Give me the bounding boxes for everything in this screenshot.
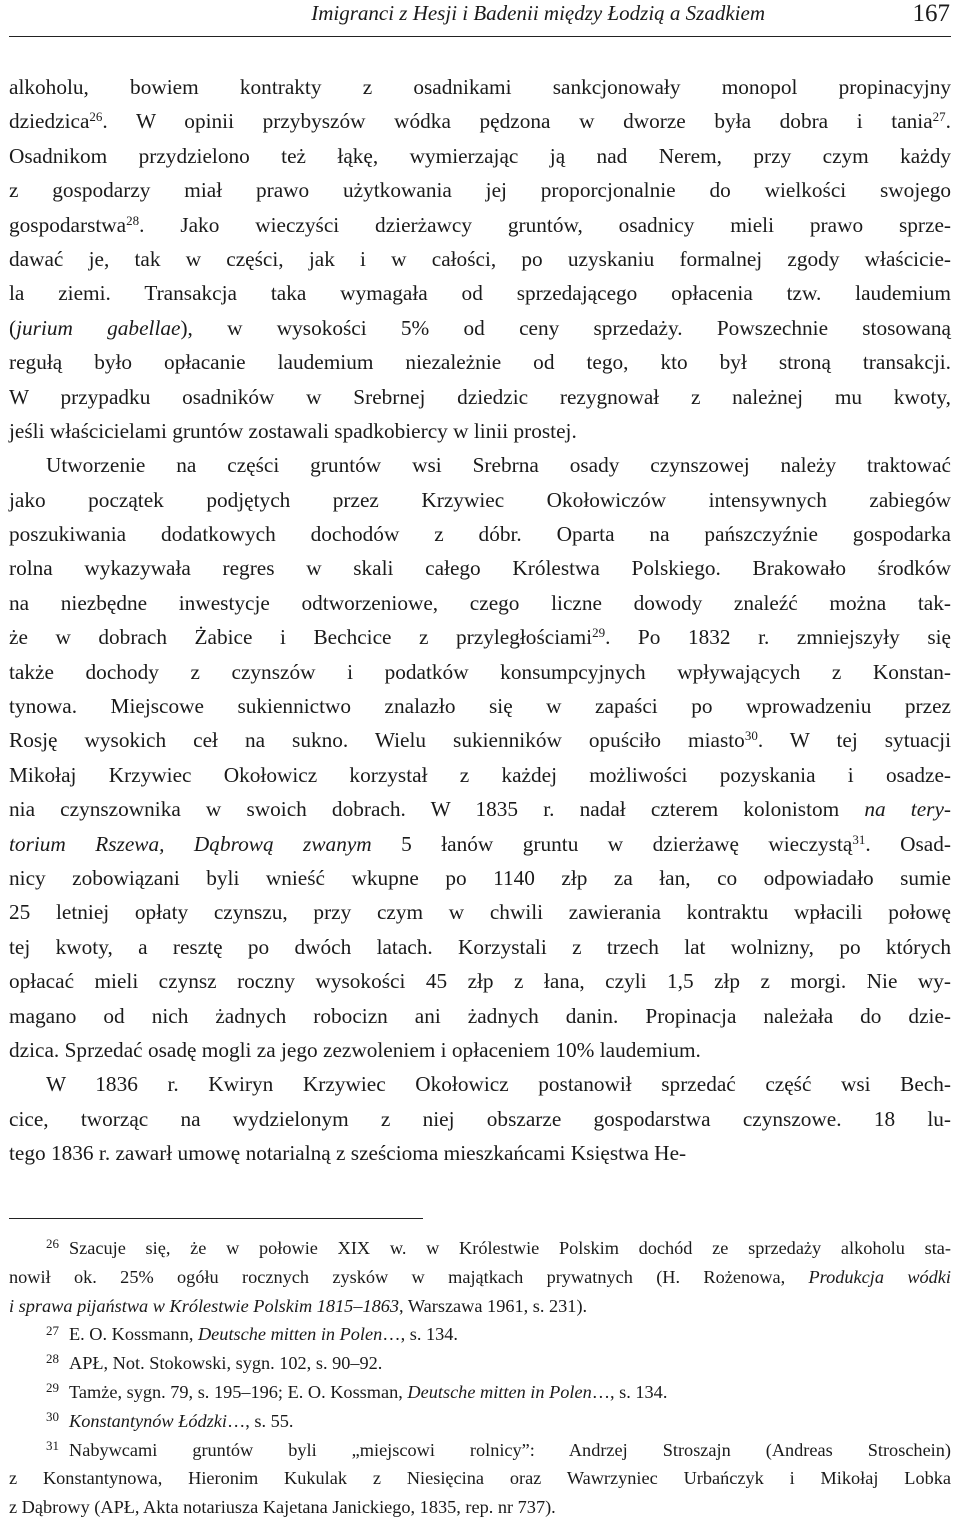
footnote-number: 31 bbox=[46, 1437, 59, 1453]
text-run: Mikołaj Krzywiec Okołowicz korzystał z każdej możliwości pozyskania i osadze- bbox=[9, 762, 951, 787]
text-line bbox=[9, 276, 951, 310]
text-run: z Konstantynowa, Hieronim Kukulak z Niesięcina oraz Wawrzyniec Urbańczyk i Mikołaj Lobka bbox=[9, 1468, 951, 1489]
footnote-number: 26 bbox=[46, 1236, 59, 1252]
footnote-ref: 27 bbox=[932, 109, 946, 125]
text-run: Szacuje się, że w połowie XIX w. w Królestwie Polskim dochód ze sprzedaży alkoholu sta- bbox=[69, 1238, 951, 1258]
text-line bbox=[9, 723, 951, 757]
text-run: Osadnikom przydzielono też łąkę, wymierzając ją nad Nerem, przy czym każdy bbox=[9, 143, 951, 168]
text-run: E. O. Kossmann, bbox=[69, 1324, 198, 1345]
text-run: że w dobrach Żabice i Bechcice z przyległościami bbox=[9, 625, 593, 650]
text-run: . W tej sytuacji bbox=[757, 728, 951, 753]
text-run: Produkcja wódki bbox=[808, 1266, 951, 1287]
footnote-ref: 26 bbox=[89, 109, 103, 125]
text-line bbox=[9, 414, 951, 448]
text-run: . bbox=[945, 109, 951, 134]
text-run: . Po 1832 r. zmniejszyły się bbox=[605, 625, 952, 650]
text-line bbox=[9, 758, 951, 792]
text-run: Tamże, sygn. 79, s. 195–196; E. O. Kossman, bbox=[69, 1381, 408, 1402]
text-run: także dochody z czynszów i podatków konsumpcyjnych wpływających z Konstan- bbox=[9, 659, 951, 684]
footnote-line bbox=[9, 1464, 951, 1493]
text-line bbox=[9, 964, 951, 998]
text-run: W przypadku osadników w Srebrnej dziedzic rezygnował z należnej mu kwoty, bbox=[9, 384, 951, 409]
text-run: …, s. 55. bbox=[226, 1410, 294, 1431]
footnote-ref: 28 bbox=[126, 212, 140, 228]
text-line bbox=[9, 930, 951, 964]
footnote-ref: 31 bbox=[852, 831, 866, 847]
footnote-line bbox=[9, 1378, 951, 1407]
text-line bbox=[9, 895, 951, 929]
text-run: 25 letniej opłaty czynszu, przy czym w chwili zawierania kontraktu wpłacili połowę bbox=[9, 900, 951, 925]
text-line bbox=[9, 655, 951, 689]
text-run: jeśli właścicielami gruntów zostawali spadkobiercy w linii prostej. bbox=[9, 418, 577, 443]
text-run: nicy zobowiązani byli wnieść wkupne po 1140 złp za łan, co odpowiadało sumie bbox=[9, 865, 951, 890]
footnote-ref: 29 bbox=[592, 625, 606, 641]
footnote-line bbox=[9, 1436, 951, 1465]
text-line bbox=[9, 70, 951, 104]
text-line bbox=[9, 586, 951, 620]
text-line bbox=[9, 311, 951, 345]
text-run: z Dąbrowy (APŁ, Akta notariusza Kajetana Janickiego, 1835, rep. nr 737). bbox=[9, 1497, 556, 1518]
text-line bbox=[9, 380, 951, 414]
footnote-line bbox=[9, 1349, 951, 1378]
text-run: alkoholu, bowiem kontrakty z osadnikami sankcjonowały monopol propinacyjny bbox=[9, 75, 951, 99]
footnote-line bbox=[9, 1292, 951, 1321]
footnote-rule bbox=[9, 1218, 423, 1219]
text-run: nowił ok. 25% ogółu rocznych zysków w majątkach prywatnych (H. Rożenowa, bbox=[9, 1266, 809, 1287]
text-line bbox=[9, 242, 951, 276]
text-run: ( bbox=[9, 315, 17, 340]
text-run: Utworzenie na części gruntów wsi Srebrna osady czynszowej należy traktować bbox=[46, 453, 951, 478]
page-number: 167 bbox=[912, 0, 950, 27]
text-line bbox=[9, 999, 951, 1033]
footnote-ref: 30 bbox=[744, 728, 758, 744]
text-run: Deutsche mitten in Polen bbox=[407, 1381, 592, 1402]
footnote-line bbox=[9, 1234, 951, 1263]
text-run: poszukiwania dodatkowych dochodów z dóbr. Oparta na pańszczyźnie gospodarka bbox=[9, 522, 951, 547]
text-line bbox=[9, 792, 951, 826]
text-line bbox=[9, 689, 951, 723]
text-run: …, s. 134. bbox=[591, 1381, 668, 1402]
text-run: i sprawa pijaństwa w Królestwie Polskim 1815–1863 bbox=[9, 1295, 400, 1316]
footnote-line bbox=[9, 1263, 951, 1292]
text-run: la ziemi. Transakcja taka wymagała od sprzedającego opłacenia tzw. laudemium bbox=[9, 281, 951, 306]
text-run: tej kwoty, a resztę po dwóch latach. Korzystali z trzech lat wolnizny, po których bbox=[9, 934, 951, 959]
text-run: tynowa. Miejscowe sukiennictwo znalazło się w zapaści po wprowadzeniu przez bbox=[9, 694, 951, 719]
text-run: . W opinii przybyszów wódka pędzona w dworze była dobra i tania bbox=[102, 109, 933, 134]
text-run: jurium gabellae bbox=[16, 315, 181, 340]
text-line bbox=[9, 1136, 951, 1170]
text-run: dawać je, tak w części, jak i w całości, po uzyskaniu formalnej zgody właściciе- bbox=[9, 246, 951, 271]
text-run: Konstantynów Łódzki bbox=[69, 1410, 227, 1431]
text-run: cice, tworząc na wydzielonym z niej obszarze gospodarstwa czynszowe. 18 lu- bbox=[9, 1106, 951, 1131]
text-run: opłacać mieli czynsz roczny wysokości 45 złp z łana, czyli 1,5 złp z morgi. Nie wy- bbox=[9, 969, 951, 994]
text-run: W 1836 r. Kwiryn Krzywiec Okołowicz postanowił sprzedać część wsi Bech- bbox=[46, 1072, 951, 1097]
main-text bbox=[9, 70, 951, 1171]
text-run: , Warszawa 1961, s. 231). bbox=[399, 1295, 588, 1316]
text-run: na niezbędne inwestycje odtworzeniowe, czego liczne dowody znaleźć można tak- bbox=[9, 590, 951, 615]
running-title: Imigranci z Hesji i Badenii między Łodzią a Szadkiem bbox=[311, 1, 765, 25]
text-line bbox=[9, 208, 951, 242]
text-line bbox=[9, 345, 951, 379]
page-header bbox=[0, 0, 960, 38]
text-line bbox=[9, 104, 951, 138]
text-run: jako początek podjętych przez Krzywiec Okołowiczów intensywnych zabiegów bbox=[9, 487, 951, 512]
footnote-line bbox=[9, 1407, 951, 1436]
footnote-number: 27 bbox=[46, 1322, 59, 1338]
text-run: tego 1836 r. zawarł umowę notarialną z sześcioma mieszkańcami Księstwa He- bbox=[9, 1141, 687, 1166]
text-run: regułą było opłacanie laudemium niezależnie od tego, kto był stroną transakcji. bbox=[9, 350, 951, 375]
footnote-number: 29 bbox=[46, 1380, 59, 1396]
text-run: ), w wysokości 5% od ceny sprzedaży. Powszechnie stosowaną bbox=[180, 315, 951, 340]
footnote-line bbox=[9, 1320, 951, 1349]
header-rule bbox=[9, 36, 951, 37]
text-run: rolna wykazywała regres w skali całego Królestwa Polskiego. Brakowało środków bbox=[9, 556, 951, 581]
footnote-number: 30 bbox=[46, 1408, 59, 1424]
text-line bbox=[9, 827, 951, 861]
text-line bbox=[9, 173, 951, 207]
footnote-line bbox=[9, 1493, 951, 1522]
text-line bbox=[9, 551, 951, 585]
text-run: dziedzica bbox=[9, 109, 90, 134]
text-line bbox=[9, 620, 951, 654]
text-run: 5 łanów gruntu w dzierżawę wieczystą bbox=[371, 831, 853, 856]
text-line bbox=[9, 861, 951, 895]
text-run: dzica. Sprzedać osadę mogli za jego zezwoleniem i opłaceniem 10% laudemium. bbox=[9, 1037, 701, 1062]
text-run: z gospodarzy miał prawo użytkowania jej proporcjonalnie do wielkości swojego bbox=[9, 178, 951, 203]
text-run: Nabywcami gruntów byli „miejscowi rolnicy”: Andrzej Stroszajn (Andreas Stroschein) bbox=[69, 1439, 951, 1460]
text-line bbox=[9, 517, 951, 551]
text-line bbox=[9, 1067, 951, 1101]
text-run: torium Rszewa, Dąbrową zwanym bbox=[9, 831, 372, 856]
text-line bbox=[9, 483, 951, 517]
text-line bbox=[9, 1033, 951, 1067]
text-run: nia czynszownika w swoich dobrach. W 1835 r. nadał czterem kolonistom bbox=[9, 797, 865, 822]
text-run: Deutsche mitten in Polen bbox=[197, 1324, 383, 1345]
text-run: . Jako wieczyści dzierżawcy gruntów, osadnicy mieli prawo sprze- bbox=[139, 212, 951, 237]
text-run: APŁ, Not. Stokowski, sygn. 102, s. 90–92. bbox=[69, 1353, 383, 1374]
text-run: . Osad- bbox=[865, 831, 951, 856]
footnotes bbox=[9, 1234, 951, 1522]
text-line bbox=[9, 1102, 951, 1136]
text-run: na tery- bbox=[864, 797, 951, 822]
text-line bbox=[9, 448, 951, 482]
text-run: magano od nich żadnych robocizn ani żadnych danin. Propinacja należała do dzie- bbox=[9, 1003, 951, 1028]
text-line bbox=[9, 139, 951, 173]
text-run: Rosję wysokich ceł na sukno. Wielu sukienników opuściło miasto bbox=[9, 728, 745, 753]
text-run: gospodarstwa bbox=[9, 212, 127, 237]
footnote-number: 28 bbox=[46, 1351, 59, 1367]
text-run: …, s. 134. bbox=[382, 1324, 458, 1345]
